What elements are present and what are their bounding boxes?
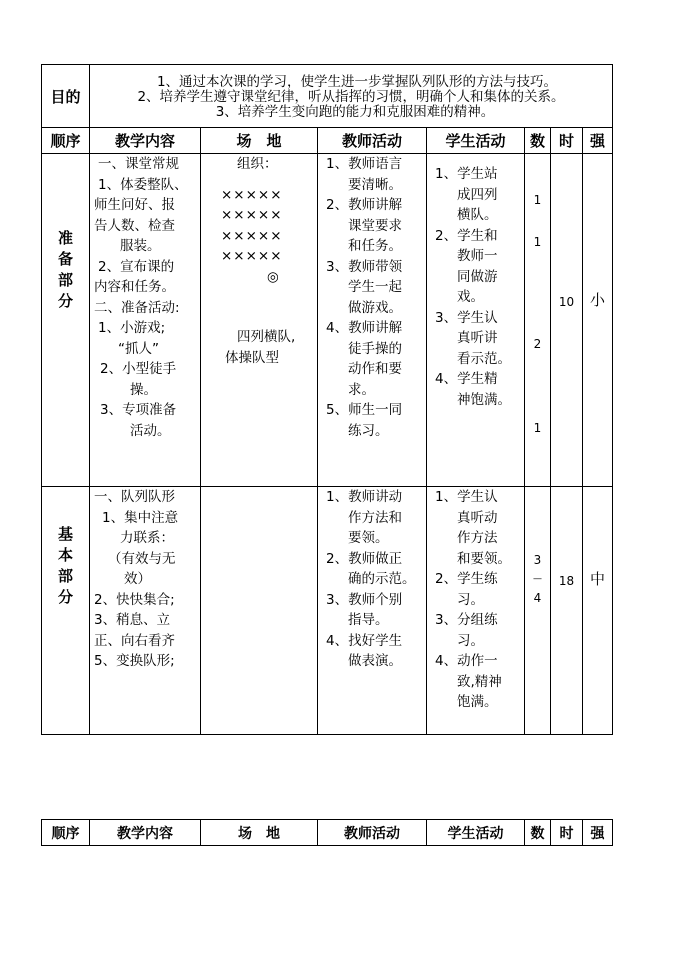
content-line: 2、宣布课的 bbox=[98, 258, 175, 275]
header-intensity: 强 bbox=[583, 128, 613, 154]
header-time: 时 bbox=[551, 128, 583, 154]
prep-content bbox=[90, 154, 201, 487]
prep-intensity: 小 bbox=[583, 154, 613, 487]
content-line: 告人数、检查 bbox=[94, 217, 175, 234]
basic-time: 18 bbox=[551, 487, 583, 735]
header-count: 数 bbox=[525, 128, 551, 154]
basic-row bbox=[42, 487, 613, 735]
goal-line: 3、培养学生变向跑的能力和克服困难的精神。 bbox=[215, 103, 495, 120]
content-line: 操。 bbox=[130, 381, 157, 398]
prep-teacher: 1、教师语言 要清晰。 2、教师讲解 课堂要求 和任务。 3、教师带领 学生一起 做游戏。 4、教师讲解 徒手操的 动作和要 求。 5、师生一同 练习。 bbox=[318, 154, 427, 487]
venue-caption: 四列横队, bbox=[237, 329, 296, 345]
formation-row: ××××× bbox=[221, 186, 283, 203]
prep-venue bbox=[201, 154, 318, 487]
continuation-header-table bbox=[41, 819, 613, 846]
header-student: 学生活动 bbox=[427, 820, 525, 846]
content-line: 1、体委整队、 bbox=[98, 176, 188, 193]
content-line: 二、准备活动: bbox=[94, 299, 180, 316]
prep-label: 准 备 部 分 bbox=[42, 154, 90, 487]
header-venue: 场 地 bbox=[201, 820, 318, 846]
header-intensity: 强 bbox=[583, 820, 613, 846]
basic-label: 基 本 部 分 bbox=[42, 487, 90, 735]
venue-caption: 体操队型 bbox=[225, 349, 279, 366]
header-student: 学生活动 bbox=[427, 128, 525, 154]
content-line: 3、专项准备 bbox=[100, 402, 177, 418]
basic-venue bbox=[201, 487, 318, 735]
header-content: 教学内容 bbox=[90, 820, 201, 846]
prep-student: 1、学生站 成四列 横队。 2、学生和 教师一 同做游 戏。 3、学生认 真听讲 看示范。 4、学生精 神饱满。 bbox=[427, 154, 525, 487]
formation-row: ××××× bbox=[221, 227, 283, 244]
content-line: 一、课堂常规 bbox=[98, 156, 179, 172]
header-teacher: 教师活动 bbox=[318, 820, 427, 846]
content-line: 师生问好、报 bbox=[94, 197, 175, 213]
basic-teacher: 1、教师讲动 作方法和 要领。 2、教师做正 确的示范。 3、教师个别 指导。 4、找好学生 做表演。 bbox=[318, 487, 427, 735]
teacher-position-mark: ◎ bbox=[267, 268, 279, 285]
goal-text bbox=[90, 65, 613, 128]
header-content: 教学内容 bbox=[90, 128, 201, 154]
header-teacher: 教师活动 bbox=[318, 128, 427, 154]
formation-row: ××××× bbox=[221, 248, 283, 264]
prep-row bbox=[42, 154, 613, 487]
goal-line: 1、通过本次课的学习，使学生进一步掌握队列队形的方法与技巧。 bbox=[156, 73, 558, 90]
venue-org: 组织： bbox=[237, 156, 278, 172]
goal-label: 目的 bbox=[42, 65, 90, 128]
header-row bbox=[42, 128, 613, 154]
content-line: 2、小型徒手 bbox=[100, 361, 177, 377]
content-line: 活动。 bbox=[130, 422, 171, 439]
header-order: 顺序 bbox=[42, 128, 90, 154]
basic-intensity: 中 bbox=[583, 487, 613, 735]
header-count: 数 bbox=[525, 820, 551, 846]
basic-student: 1、学生认 真听动 作方法 和要领。 2、学生练 习。 3、分组练 习。 4、动作一 致,精神 饱满。 bbox=[427, 487, 525, 735]
goal-row bbox=[42, 65, 613, 128]
prep-time: 10 bbox=[551, 154, 583, 487]
basic-content: 一、队列队形 1、集中注意 力联系： （有效与无 效） 2、快快集合; 3、稍息、立 正、向右看齐 5、变换队形; bbox=[90, 487, 201, 735]
content-line: “抓人” bbox=[118, 340, 159, 357]
content-line: 1、小游戏; bbox=[98, 320, 166, 336]
header-order: 顺序 bbox=[42, 820, 90, 846]
lesson-plan-table bbox=[41, 64, 613, 735]
basic-count: 3 — 4 bbox=[525, 487, 551, 735]
prep-count: 1 1 2 1 bbox=[525, 154, 551, 487]
goal-line: 2、培养学生遵守课堂纪律，听从指挥的习惯，明确个人和集体的关系。 bbox=[137, 88, 565, 105]
content-line: 服装。 bbox=[120, 238, 161, 254]
content-line: 内容和任务。 bbox=[94, 279, 175, 295]
header-row-2 bbox=[42, 820, 613, 846]
header-time: 时 bbox=[551, 820, 583, 846]
header-venue: 场 地 bbox=[201, 128, 318, 154]
formation-row: ××××× bbox=[221, 207, 283, 223]
